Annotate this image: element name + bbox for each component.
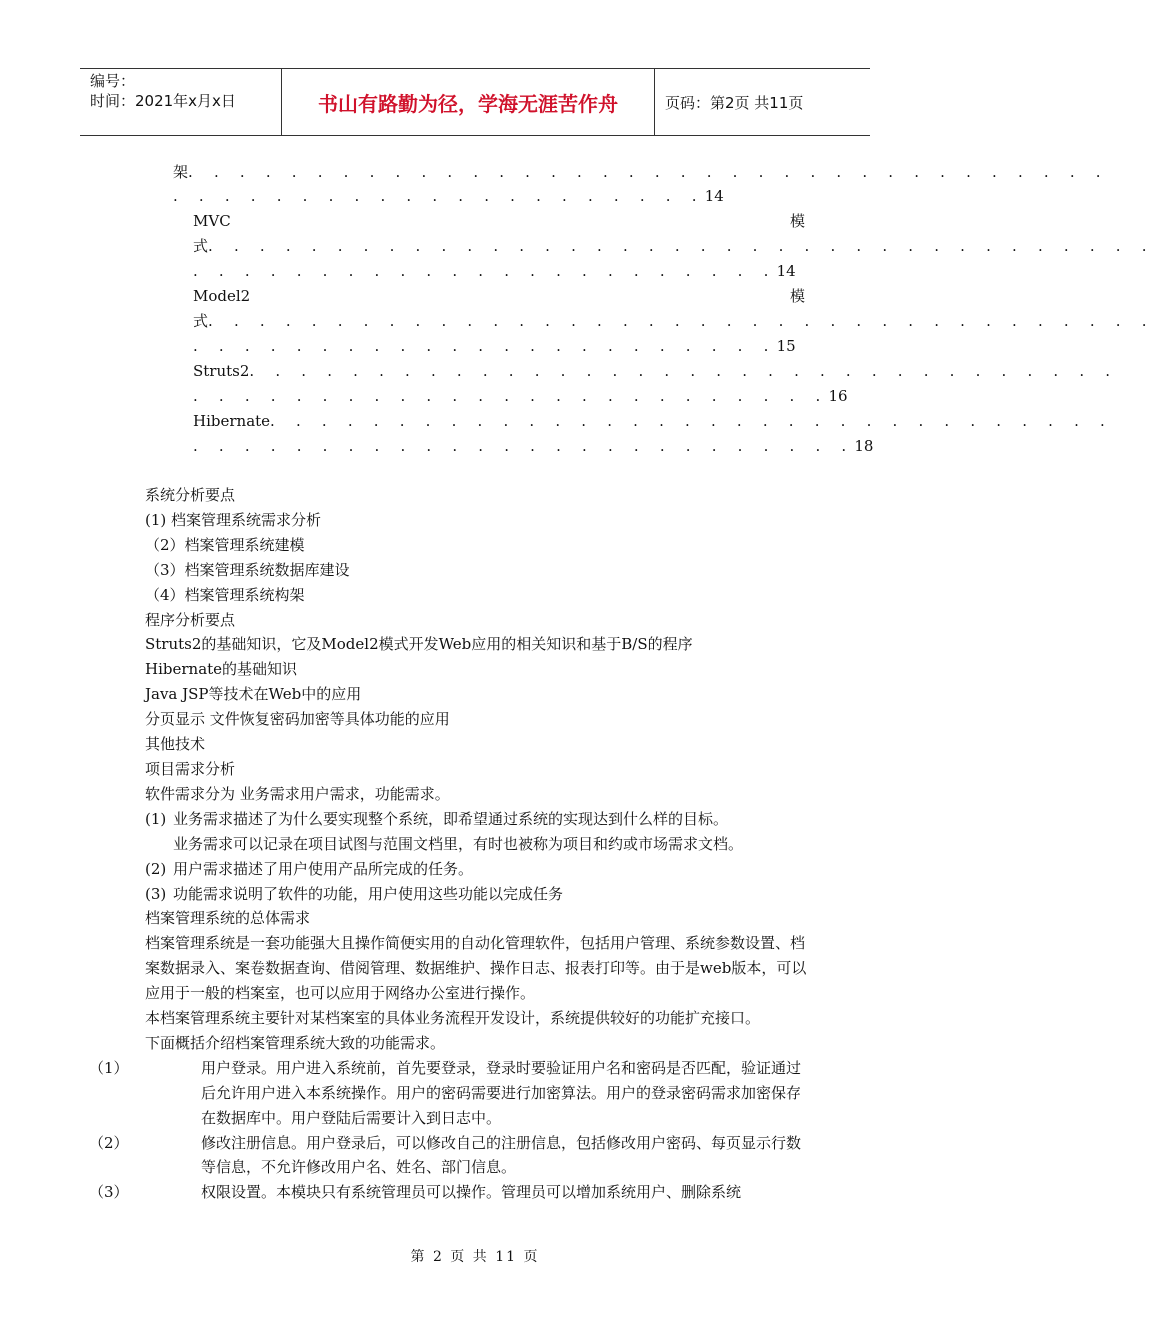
toc-dots: . . . . . . . . . . . . . . . . . . . . . . . <box>193 262 777 280</box>
toc-entry-1-line2 <box>173 186 724 206</box>
paragraph: Hibernate的基础知识 <box>145 660 298 679</box>
list-item: (1) 档案管理系统需求分析 <box>145 510 322 529</box>
toc-entry-3-prefix: Model2 <box>193 287 251 305</box>
list-number: (1) <box>145 809 167 828</box>
toc-dots: . . . . . . . . . . . . . . . . . . . . . . . . . . . . . . . . . . . . . <box>208 237 1155 255</box>
toc-entry-2-prefix: MVC <box>193 212 231 230</box>
list-item <box>145 857 810 882</box>
list-item <box>89 1131 810 1181</box>
toc-dots: . . . . . . . . . . . . . . . . . . . . . <box>173 187 705 205</box>
heading-system-analysis: 系统分析要点 <box>145 486 236 504</box>
toc-entry-4-prefix: Struts2 <box>193 362 250 380</box>
header-meta <box>80 69 282 135</box>
toc-dots: . . . . . . . . . . . . . . . . . . . . . . . . . <box>193 387 829 405</box>
paragraph: 本档案管理系统主要针对某档案室的具体业务流程开发设计，系统提供较好的功能扩充接口。 <box>145 1009 761 1028</box>
toc-entry-2-tail: 模 <box>790 212 806 230</box>
paragraph: Java JSP等技术在Web中的应用 <box>145 685 362 704</box>
paragraph: 下面概括介绍档案管理系统大致的功能需求。 <box>145 1033 446 1052</box>
heading-requirements: 项目需求分析 <box>145 759 236 778</box>
time-label: 时间：2021年x月x日 <box>90 92 236 110</box>
toc-dots: . . . . . . . . . . . . . . . . . . . . . . . . . . <box>193 437 855 455</box>
list-item: （4）档案管理系统构架 <box>145 585 305 604</box>
list-text: 修改注册信息。用户登录后，可以修改自己的注册信息，包括修改用户密码、每页显示行数等信息，不允许修改用户名、姓名、部门信息。 <box>201 1133 802 1177</box>
toc-entry-3-line3 <box>193 336 796 356</box>
list-number: (3) <box>145 884 167 903</box>
toc-entry-2-cont: 式 <box>193 237 209 255</box>
toc-entry-2-page: 14 <box>776 262 796 280</box>
list-item <box>89 1056 810 1131</box>
toc-entry-3-cont: 式 <box>193 312 209 330</box>
toc-entry-2-line3 <box>193 261 796 281</box>
list-text: 权限设置。本模块只有系统管理员可以操作。管理员可以增加系统用户、删除系统 <box>201 1183 742 1202</box>
paragraph: 业务需求可以记录在项目试图与范围文档里，有时也被称为项目和约或市场需求文档。 <box>173 834 744 853</box>
header-page-info: 页码：第2页 共11页 <box>665 93 804 112</box>
toc-entry-4-line1 <box>193 361 1118 381</box>
toc-entry-3-page: 15 <box>776 337 796 355</box>
list-item <box>145 807 810 832</box>
toc-entry-4-line2 <box>193 386 848 406</box>
toc-dots: . . . . . . . . . . . . . . . . . . . . . . . . . . . . . . . . . . . . . <box>208 312 1155 330</box>
list-item: （3）档案管理系统数据库建设 <box>145 560 350 579</box>
list-item <box>145 882 810 907</box>
toc-entry-3-line2 <box>193 311 1155 331</box>
paragraph: 软件需求分为 业务需求用户需求，功能需求。 <box>145 784 450 803</box>
heading-program-analysis: 程序分析要点 <box>145 610 236 629</box>
paragraph: 分页显示 文件恢复密码加密等具体功能的应用 <box>145 710 450 729</box>
toc-entry-4-page: 16 <box>828 387 848 405</box>
page-footer: 第 2 页 共 11 页 <box>410 1249 540 1265</box>
toc-entry-5-prefix: Hibernate <box>193 412 271 430</box>
toc-dots: . . . . . . . . . . . . . . . . . . . . . . . <box>193 337 777 355</box>
toc-entry-3-tail: 模 <box>790 287 806 305</box>
header-motto: 书山有路勤为径，学海无涯苦作舟 <box>282 69 655 135</box>
list-item <box>89 1180 810 1205</box>
toc-entry-1-prefix: 架 <box>173 163 189 181</box>
list-text: 功能需求说明了软件的功能，用户使用这些功能以完成任务 <box>173 884 564 903</box>
toc-entry-1-page: 14 <box>704 187 724 205</box>
toc-entry-5-line1 <box>193 411 1113 431</box>
paragraph: Struts2的基础知识，它及Model2模式开发Web应用的相关知识和基于B/S的程序 <box>145 635 693 654</box>
toc-entry-5-line2 <box>193 436 873 456</box>
paragraph: 档案管理系统是一套功能强大且操作简便实用的自动化管理软件，包括用户管理、系统参数设置、档案数据录入、案卷数据查询、借阅管理、数据维护、操作日志、报表打印等。由于是web版本，可以应用于一般的档案室，也可以应用于网络办公室进行操作。 <box>145 934 807 1003</box>
toc-dots: . . . . . . . . . . . . . . . . . . . . . . . . . . . . . . . . . . <box>249 362 1119 380</box>
document-body <box>89 483 810 1205</box>
toc-entry-5-page: 18 <box>854 437 874 455</box>
heading-overall-requirements: 档案管理系统的总体需求 <box>145 909 311 928</box>
toc-entry-1-line1 <box>173 162 1109 182</box>
list-number: (2) <box>145 859 167 878</box>
list-text: 用户登录。用户进入系统前，首先要登录，登录时要验证用户名和密码是否匹配，验证通过后允许用户进入本系统操作。用户的密码需要进行加密算法。用户的登录密码需求加密保存在数据库中。用户登陆后需要计入到日志中。 <box>201 1058 802 1127</box>
heading-other-tech: 其他技术 <box>145 735 206 754</box>
number-label: 编号： <box>90 72 136 90</box>
list-number: （2） <box>89 1133 129 1152</box>
list-text: 用户需求描述了用户使用产品所完成的任务。 <box>173 859 474 878</box>
list-text: 业务需求描述了为什么要实现整个系统，即希望通过系统的实现达到什么样的目标。 <box>173 809 729 828</box>
list-number: （3） <box>89 1183 129 1202</box>
toc-dots: . . . . . . . . . . . . . . . . . . . . . . . . . . . . . . . . . . . . <box>188 163 1109 181</box>
page-header <box>80 68 870 136</box>
list-item: （2）档案管理系统建模 <box>145 535 305 554</box>
toc-dots: . . . . . . . . . . . . . . . . . . . . . . . . . . . . . . . . . <box>270 412 1113 430</box>
list-number: （1） <box>89 1058 129 1077</box>
toc-entry-2-line2 <box>193 236 1155 256</box>
